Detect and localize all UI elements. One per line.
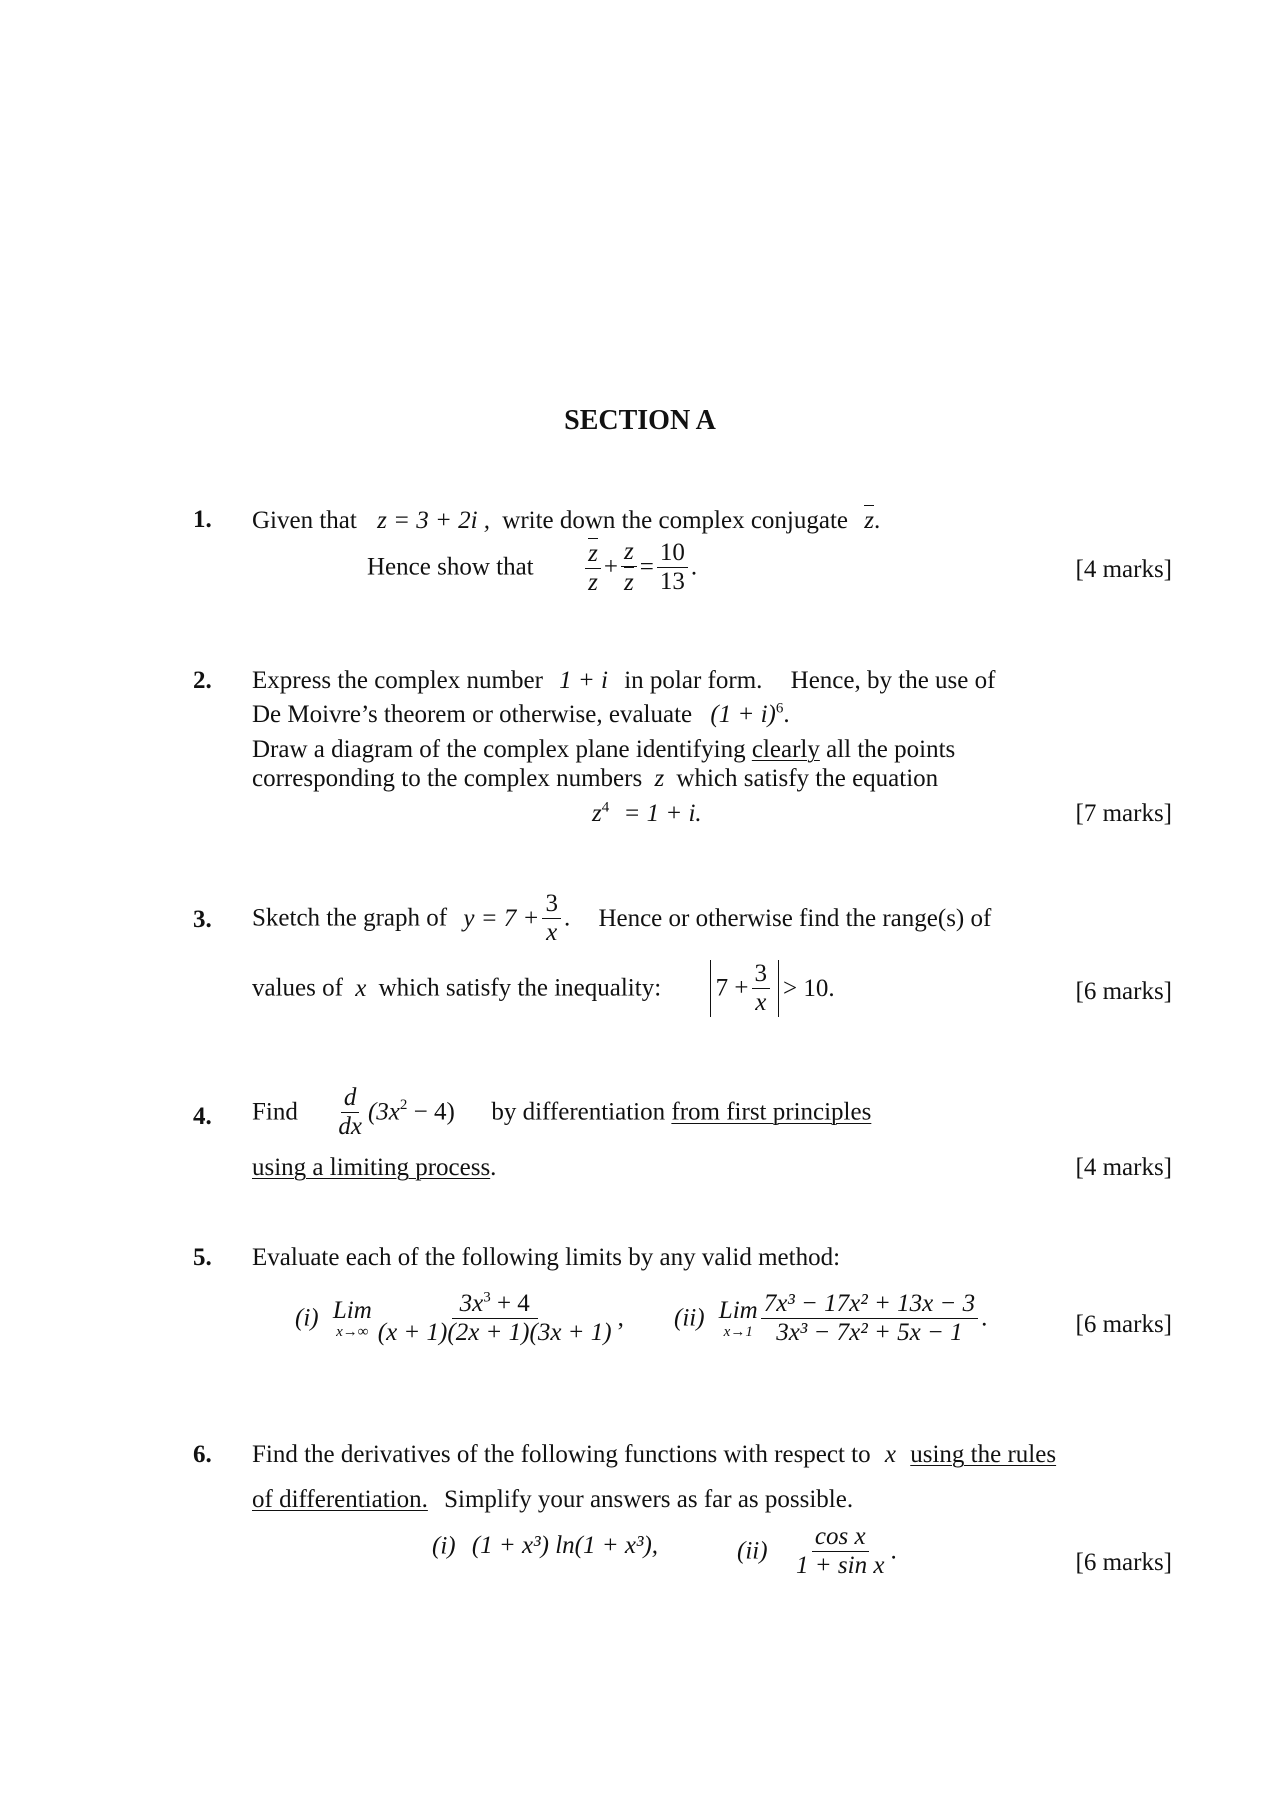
- question-number: 6.: [193, 1441, 212, 1468]
- q2-line-3: Draw a diagram of the complex plane identifying clearly all the points: [252, 736, 956, 763]
- q6-line-2: of differentiation. Simplify your answers as far as possible.: [252, 1486, 854, 1513]
- q3-line-1: Sketch the graph of y = 7 + $\frac{3}{x}$ . Hence or otherwise find the range(s) of: [252, 890, 992, 946]
- question-number: 4.: [193, 1103, 212, 1130]
- question-number: 3.: [193, 906, 212, 933]
- limit-i-fraction: $\frac{3x^3 + 4}{(x + 1)(2x + 1)(3x + 1)}$: [377, 1289, 612, 1346]
- frac-d-dx: $\frac{d}{dx}$: [338, 1084, 362, 1140]
- frac-zbar-over-z: $\frac{z}{z}$: [585, 538, 601, 597]
- q4-line-1: Find $\frac{d}{dx}$ $(3x^2 - 4)$ by differentiation from first principles: [252, 1084, 872, 1140]
- q1-line-1: Given that z = 3 + 2i , write down the complex conjugate z.: [252, 507, 881, 534]
- cos-over-sin-fraction: $\frac{\text{cos x}}{\text{1 + sin x}}$: [796, 1523, 885, 1579]
- frac-10-13: $\frac{10}{13}$: [657, 539, 688, 596]
- question-number: 1.: [193, 506, 212, 533]
- marks-label: [6 marks]: [1075, 978, 1172, 1005]
- q1-line-2: Hence show that $\frac{z}{z}$ + $\frac{z}{z}$ = $\frac{10}{13}$ .: [367, 538, 698, 596]
- question-number: 5.: [193, 1244, 212, 1271]
- frac-3-over-x: $\frac{3}{x}$: [542, 890, 561, 947]
- marks-label: [4 marks]: [1075, 556, 1172, 583]
- limit-operator: Lim x→1: [718, 1296, 758, 1340]
- q2-line-4: corresponding to the complex numbers z which satisfy the equation: [252, 765, 939, 792]
- q6-line-1: Find the derivatives of the following functions with respect to x using the rules: [252, 1441, 1057, 1468]
- q3-line-2: values of x which satisfy the inequality: 7 + $\frac{3}{x}$ > 10.: [252, 960, 835, 1016]
- marks-label: [6 marks]: [1075, 1549, 1172, 1576]
- limit-operator: Lim x→∞: [332, 1296, 372, 1340]
- q5-line-1: Evaluate each of the following limits by any valid method:: [252, 1244, 841, 1271]
- limit-ii-fraction: $\frac{\text{7x³ − 17x² + 13x − 3}}{\text{3x³ − 7x² + 5x − 1}}$: [761, 1290, 978, 1347]
- marks-label: [4 marks]: [1075, 1154, 1172, 1181]
- marks-label: [7 marks]: [1075, 800, 1172, 827]
- section-title: SECTION A: [564, 405, 716, 436]
- q6-part-ii: (ii) $\frac{\text{cos x}}{\text{1 + sin x}}$ .: [737, 1523, 897, 1579]
- q2-line-1: Express the complex number 1 + i in polar form. Hence, by the use of: [252, 667, 996, 694]
- marks-label: [6 marks]: [1075, 1311, 1172, 1338]
- q6-part-i: (i) (1 + x³) ln(1 + x³),: [432, 1532, 659, 1560]
- q2-line-2: De Moivre’s theorem or otherwise, evaluate $(1 + i)^6$.: [252, 700, 790, 728]
- q2-equation: $z^4 = 1 + i$.: [592, 799, 702, 827]
- q5-part-i: (i) Lim x→∞ $\frac{3x^3 + 4}{(x + 1)(2x + 1)(3x + 1)}$ ,: [295, 1289, 624, 1346]
- absolute-value-expression: 7 + $\frac{3}{x}$: [710, 960, 779, 1017]
- q4-line-2: using a limiting process.: [252, 1154, 497, 1181]
- q5-part-ii: (ii) Lim x→1 $\frac{\text{7x³ − 17x² + 13x − 3}}{\text{3x³ − 7x² + 5x − 1}}$ .: [674, 1290, 988, 1346]
- frac-z-over-zbar: $\frac{z}{z}$: [621, 538, 637, 597]
- question-number: 2.: [193, 667, 212, 694]
